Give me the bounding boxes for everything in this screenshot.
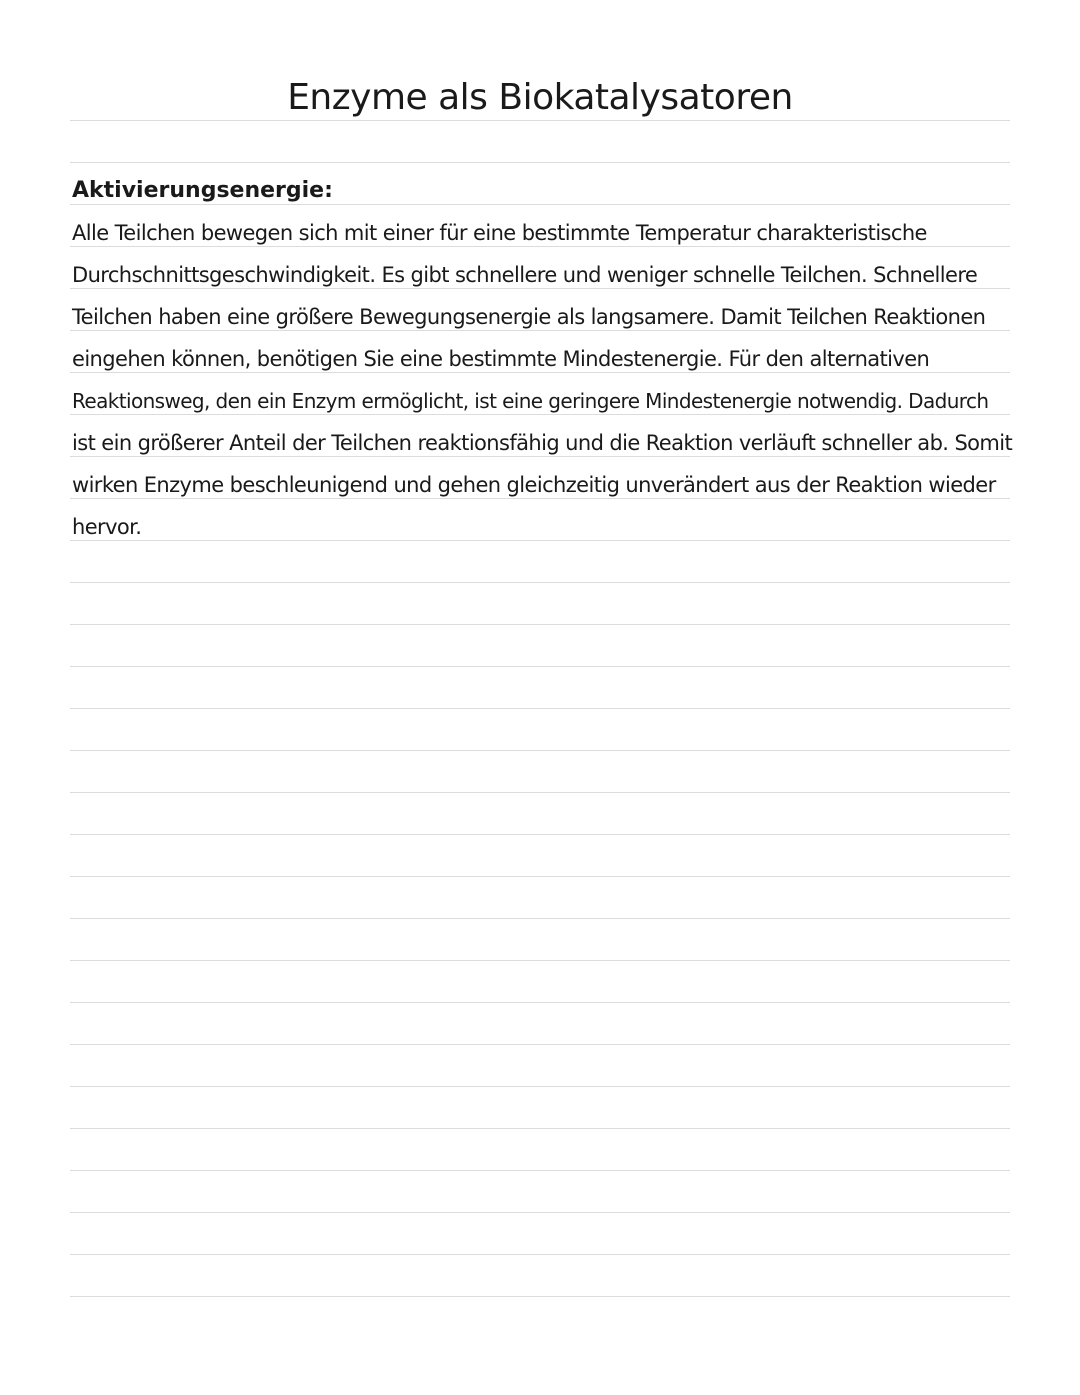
ruled-line: [70, 540, 1010, 541]
ruled-line: [70, 162, 1010, 163]
ruled-line: [70, 1002, 1010, 1003]
body-text-line: Teilchen haben eine größere Bewegungsenergie als langsamere. Damit Teilchen Reaktionen: [72, 305, 986, 329]
ruled-line: [70, 1128, 1010, 1129]
body-text-line: Alle Teilchen bewegen sich mit einer für eine bestimmte Temperatur charakteristische: [72, 221, 927, 245]
ruled-line: [70, 792, 1010, 793]
ruled-line: [70, 876, 1010, 877]
ruled-line: [70, 918, 1010, 919]
ruled-line: [70, 834, 1010, 835]
ruled-line: [70, 1086, 1010, 1087]
ruled-line: [70, 120, 1010, 121]
body-text-line: eingehen können, benötigen Sie eine bestimmte Mindestenergie. Für den alternativen: [72, 347, 930, 371]
body-text-line: wirken Enzyme beschleunigend und gehen gleichzeitig unverändert aus der Reaktion wieder: [72, 473, 996, 497]
ruled-line: [70, 960, 1010, 961]
ruled-line: [70, 1170, 1010, 1171]
body-text-line: ist ein größerer Anteil der Teilchen reaktionsfähig und die Reaktion verläuft schneller ab. Somit: [72, 431, 1013, 455]
ruled-line: [70, 624, 1010, 625]
ruled-line: [70, 582, 1010, 583]
body-text-line: hervor.: [72, 515, 142, 539]
ruled-line: [70, 750, 1010, 751]
ruled-line: [70, 1296, 1010, 1297]
section-heading: Aktivierungsenergie:: [72, 178, 333, 203]
ruled-line: [70, 1212, 1010, 1213]
page-title: Enzyme als Biokatalysatoren: [287, 77, 793, 118]
ruled-line: [70, 1044, 1010, 1045]
ruled-line: [70, 708, 1010, 709]
ruled-line: [70, 1254, 1010, 1255]
body-text-line: Durchschnittsgeschwindigkeit. Es gibt schnellere und weniger schnelle Teilchen. Schnellere: [72, 263, 978, 287]
ruled-line: [70, 666, 1010, 667]
body-text-line: Reaktionsweg, den ein Enzym ermöglicht, ist eine geringere Mindestenergie notwendig. Dadurch: [72, 389, 989, 413]
